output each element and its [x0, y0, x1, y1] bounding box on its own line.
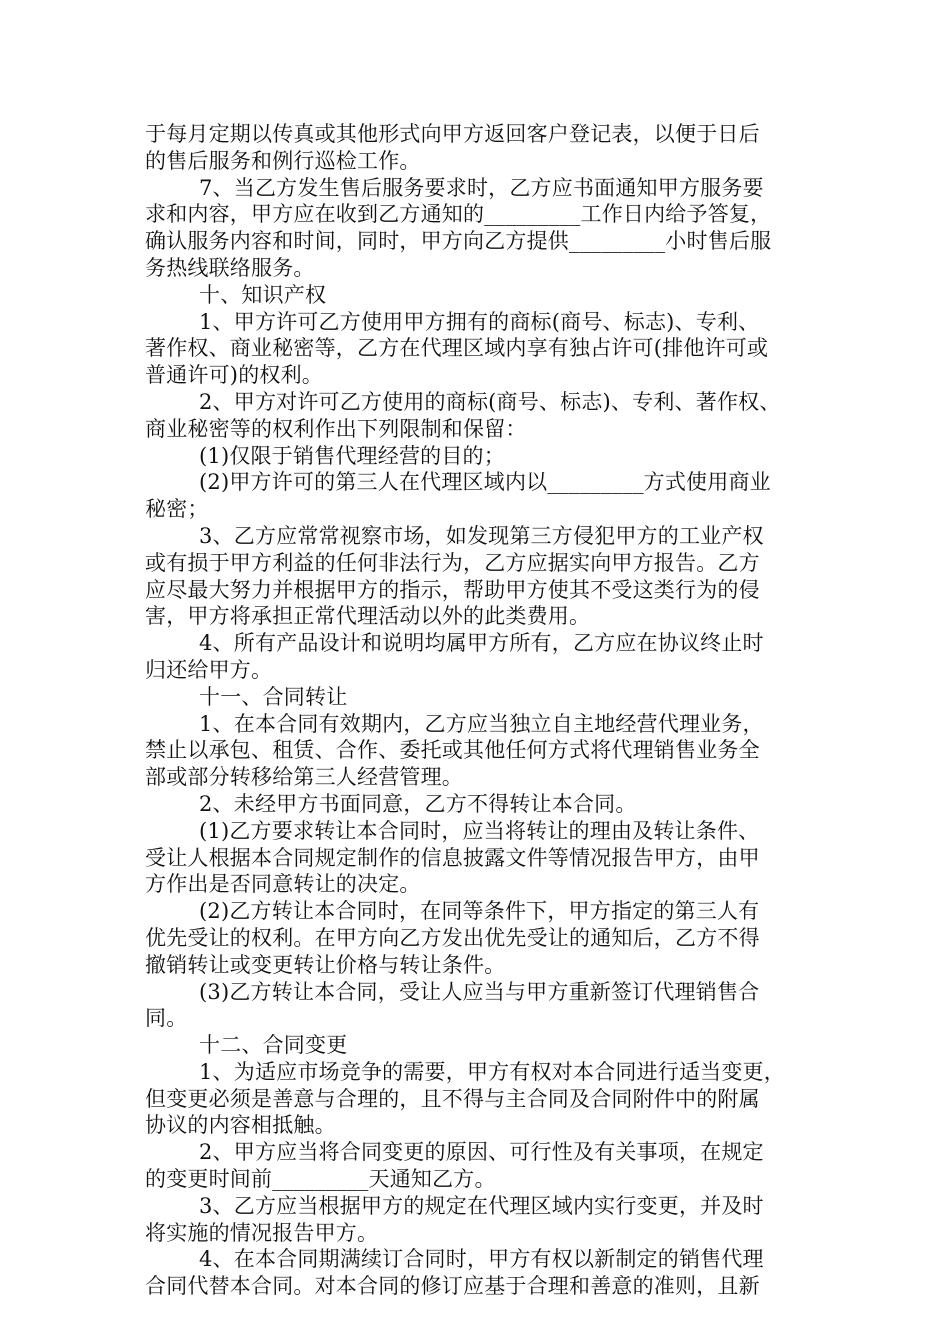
- text-line: 4、所有产品设计和说明均属甲方所有，乙方应在协议终止时: [199, 631, 764, 656]
- text-line: (3)乙方转让本合同，受让人应当与甲方重新签订代理销售合: [199, 979, 760, 1004]
- text-line: 部或部分转移给第三人经营管理。: [145, 765, 463, 790]
- text-line: 禁止以承包、租赁、合作、委托或其他任何方式将代理销售业务全: [145, 738, 760, 763]
- text-line: 受让人根据本合同规定制作的信息披露文件等情况报告甲方，由甲: [145, 845, 760, 870]
- text-line: 撤销转让或变更转让价格与转让条件。: [145, 952, 506, 977]
- text-line: 普通许可)的权利。: [145, 363, 323, 388]
- text-line: 同。: [145, 1006, 188, 1031]
- text-line: 但变更必须是善意与合理的，且不得与主合同及合同附件中的附属: [145, 1086, 760, 1111]
- text-line: 十二、合同变更: [199, 1033, 348, 1058]
- text-line: 害，甲方将承担正常代理活动以外的此类费用。: [145, 604, 591, 629]
- text-line: 合同代替本合同。对本合同的修订应基于合理和善意的准则，且新: [145, 1274, 760, 1299]
- text-line: (2)甲方许可的第三人在代理区域内以_________方式使用商业: [199, 470, 771, 495]
- text-line: 将实施的情况报告甲方。: [145, 1220, 379, 1245]
- text-line: 2、甲方对许可乙方使用的商标(商号、标志)、专利、著作权、: [199, 389, 781, 414]
- text-line: 十一、合同转让: [199, 684, 348, 709]
- text-line: 求和内容，甲方应在收到乙方通知的_________工作日内给予答复，: [145, 202, 772, 227]
- text-line: (2)乙方转让本合同时，在同等条件下，甲方指定的第三人有: [199, 899, 760, 924]
- text-line: 1、在本合同有效期内，乙方应当独立自主地经营代理业务，: [199, 711, 764, 736]
- text-line: 1、为适应市场竞争的需要，甲方有权对本合同进行适当变更，: [199, 1059, 785, 1084]
- text-line: 1、甲方许可乙方使用甲方拥有的商标(商号、标志)、专利、: [199, 309, 760, 334]
- text-line: 于每月定期以传真或其他形式向甲方返回客户登记表，以便于日后: [145, 122, 760, 146]
- text-line: 优先受让的权利。在甲方向乙方发出优先受让的通知后，乙方不得: [145, 925, 760, 950]
- text-line: 应尽最大努力并根据甲方的指示，帮助甲方使其不受这类行为的侵: [145, 577, 760, 602]
- text-line: 方作出是否同意转让的决定。: [145, 872, 421, 897]
- text-line: 务热线联络服务。: [145, 255, 315, 280]
- text-line: 2、甲方应当将合同变更的原因、可行性及有关事项，在规定: [199, 1140, 764, 1165]
- text-line: 十、知识产权: [199, 282, 327, 307]
- text-line: 或有损于甲方利益的任何非法行为，乙方应据实向甲方报告。乙方: [145, 550, 760, 575]
- text-line: 商业秘密等的权利作出下列限制和保留：: [145, 416, 527, 441]
- text-line: (1)仅限于销售代理经营的目的；: [199, 443, 505, 468]
- text-line: 4、在本合同期满续订合同时，甲方有权以新制定的销售代理: [199, 1247, 764, 1272]
- document-body: [145, 121, 825, 1300]
- text-line: 秘密；: [145, 497, 209, 522]
- text-line: 的售后服务和例行巡检工作。: [145, 148, 421, 173]
- text-line: (1)乙方要求转让本合同时，应当将转让的理由及转让条件、: [199, 818, 760, 843]
- text-line: 3、乙方应常常视察市场，如发现第三方侵犯甲方的工业产权: [199, 523, 764, 548]
- text-line: 2、未经甲方书面同意，乙方不得转让本合同。: [199, 791, 637, 816]
- text-line: 协议的内容相抵触。: [145, 1113, 336, 1138]
- text-line: 7、当乙方发生售后服务要求时，乙方应书面通知甲方服务要: [199, 175, 764, 200]
- text-line: 著作权、商业秘密等，乙方在代理区域内享有独占许可(排他许可或: [145, 336, 769, 361]
- text-line: 的变更时间前_________天通知乙方。: [145, 1167, 496, 1192]
- text-line: 归还给甲方。: [145, 657, 273, 682]
- text-line: 确认服务内容和时间，同时，甲方向乙方提供_________小时售后服: [145, 229, 772, 254]
- text-line: 3、乙方应当根据甲方的规定在代理区域内实行变更，并及时: [199, 1193, 764, 1218]
